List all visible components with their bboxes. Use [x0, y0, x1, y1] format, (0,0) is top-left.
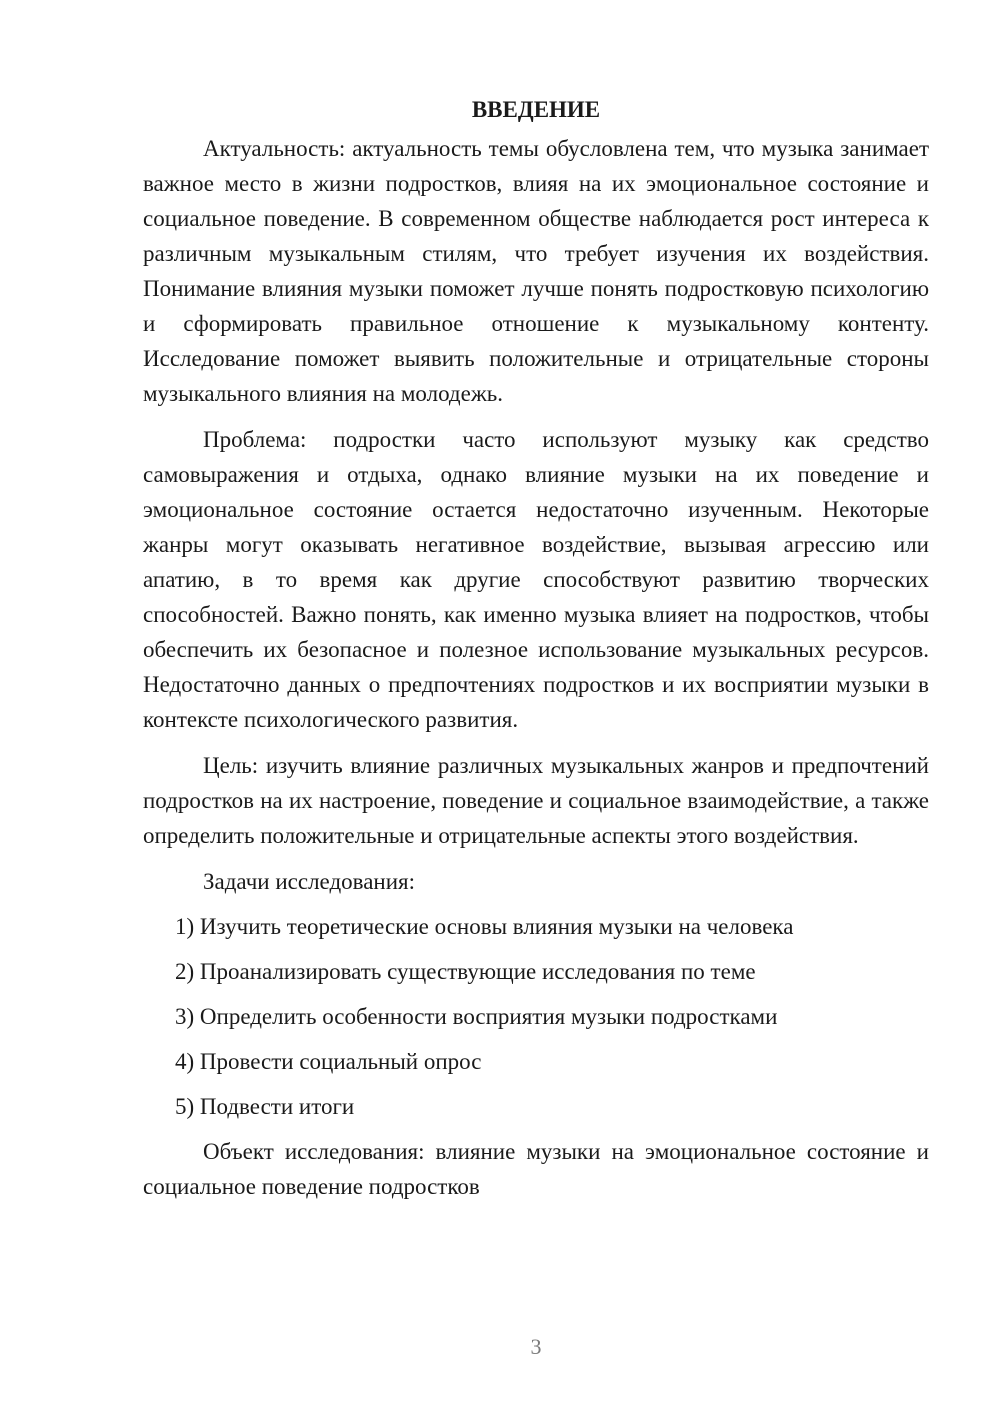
problem-paragraph: Проблема: подростки часто используют музыку как средство самовыражения и отдыха, однако влияние музыки на их поведение и эмоциональное состояние остается недостаточно изученным. Некоторые жанры могут оказывать негативное воздействие, вызывая агрессию или апатию, в то время как другие способствуют развитию творческих способностей. Важно понять, как именно музыка влияет на подростков, чтобы обеспечить их безопасное и полезное использование музыкальных ресурсов. Недостаточно данных о предпочтениях подростков и их восприятии музыки в контексте психологического развития. [143, 427, 929, 732]
relevance-paragraph: Актуальность: актуальность темы обусловлена тем, что музыка занимает важное место в жизни подростков, влияя на их эмоциональное состояние и социальное поведение. В современном обществе наблюдается рост интереса к различным музыкальным стилям, что требует изучения их воздействия. Понимание влияния музыки поможет лучше понять подростковую психологию и сформировать правильное отношение к музыкальному контенту. Исследование поможет выявить положительные и отрицательные стороны музыкального влияния на молодежь. [143, 136, 929, 406]
section-heading: ВВЕДЕНИЕ [471, 97, 601, 122]
task-item: 4) Провести социальный опрос [175, 1049, 482, 1074]
goal-paragraph: Цель: изучить влияние различных музыкальных жанров и предпочтений подростков на их настроение, поведение и социальное взаимодействие, а также определить положительные и отрицательные аспекты этого воздействия. [143, 753, 929, 848]
task-item: 1) Изучить теоретические основы влияния музыки на человека [175, 914, 794, 939]
task-item: 5) Подвести итоги [175, 1094, 355, 1119]
page-number: 3 [530, 1334, 542, 1359]
task-item: 3) Определить особенности восприятия музыки подростками [175, 1004, 778, 1029]
page-content [143, 92, 929, 1215]
tasks-list [143, 909, 929, 1124]
object-paragraph: Объект исследования: влияние музыки на эмоциональное состояние и социальное поведение подростков [143, 1139, 929, 1199]
task-item: 2) Проанализировать существующие исследования по теме [175, 959, 756, 984]
tasks-heading: Задачи исследования: [203, 869, 416, 894]
